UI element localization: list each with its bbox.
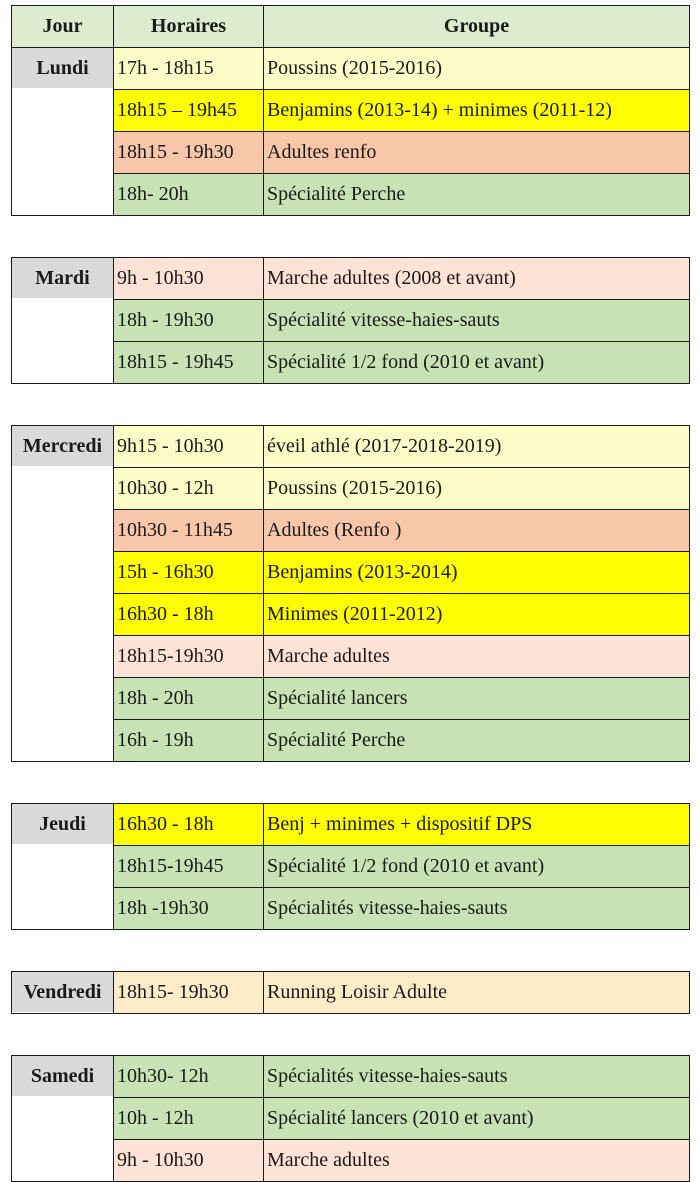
- session-row: [12, 300, 690, 342]
- day-cell-mercredi: [12, 426, 114, 762]
- session-group: Spécialité 1/2 fond (2010 et avant): [264, 846, 690, 888]
- session-time: 10h - 12h: [114, 1098, 264, 1140]
- session-group: Spécialité lancers (2010 et avant): [264, 1098, 690, 1140]
- session-group: Spécialité vitesse-haies-sauts: [264, 300, 690, 342]
- session-row: [12, 804, 690, 846]
- session-group: Benjamins (2013-2014): [264, 552, 690, 594]
- session-row: [12, 1056, 690, 1098]
- session-group: éveil athlé (2017-2018-2019): [264, 426, 690, 468]
- session-row: [12, 48, 690, 90]
- session-row: [12, 720, 690, 762]
- spacer: [12, 1014, 690, 1056]
- session-group: Spécialité lancers: [264, 678, 690, 720]
- session-time: 18h15- 19h30: [114, 972, 264, 1014]
- day-label: Vendredi: [12, 972, 113, 1012]
- header-row: [12, 6, 690, 48]
- session-time: 16h30 - 18h: [114, 594, 264, 636]
- spacer-row: [12, 216, 690, 258]
- session-row: [12, 510, 690, 552]
- session-row: [12, 1098, 690, 1140]
- session-time: 18h - 19h30: [114, 300, 264, 342]
- session-time: 16h30 - 18h: [114, 804, 264, 846]
- spacer-row: [12, 1014, 690, 1056]
- session-row: [12, 846, 690, 888]
- spacer: [12, 762, 690, 804]
- session-group: Running Loisir Adulte: [264, 972, 690, 1014]
- session-time: 15h - 16h30: [114, 552, 264, 594]
- header-time: Horaires: [114, 6, 264, 48]
- session-row: [12, 258, 690, 300]
- session-row: [12, 174, 690, 216]
- session-group: Marche adultes: [264, 1140, 690, 1182]
- session-group: Adultes renfo: [264, 132, 690, 174]
- session-time: 10h30 - 11h45: [114, 510, 264, 552]
- spacer-row: [12, 762, 690, 804]
- session-time: 18h -19h30: [114, 888, 264, 930]
- spacer: [12, 384, 690, 426]
- session-time: 18h - 20h: [114, 678, 264, 720]
- session-time: 18h15-19h45: [114, 846, 264, 888]
- session-group: Marche adultes (2008 et avant): [264, 258, 690, 300]
- spacer-row: [12, 384, 690, 426]
- spacer-row: [12, 930, 690, 972]
- day-cell-samedi: [12, 1056, 114, 1182]
- session-time: 17h - 18h15: [114, 48, 264, 90]
- day-cell-mardi: [12, 258, 114, 384]
- schedule-table: [11, 5, 690, 1182]
- session-group: Spécialités vitesse-haies-sauts: [264, 1056, 690, 1098]
- session-row: [12, 342, 690, 384]
- session-row: [12, 426, 690, 468]
- session-group: Adultes (Renfo ): [264, 510, 690, 552]
- session-row: [12, 678, 690, 720]
- session-row: [12, 132, 690, 174]
- session-group: Spécialité Perche: [264, 174, 690, 216]
- session-time: 18h- 20h: [114, 174, 264, 216]
- header-group: Groupe: [264, 6, 690, 48]
- session-row: [12, 1140, 690, 1182]
- session-group: Marche adultes: [264, 636, 690, 678]
- session-time: 18h15 – 19h45: [114, 90, 264, 132]
- session-group: Benj + minimes + dispositif DPS: [264, 804, 690, 846]
- session-time: 10h30- 12h: [114, 1056, 264, 1098]
- session-time: 9h - 10h30: [114, 258, 264, 300]
- session-time: 10h30 - 12h: [114, 468, 264, 510]
- session-group: Poussins (2015-2016): [264, 468, 690, 510]
- session-time: 18h15-19h30: [114, 636, 264, 678]
- spacer: [12, 930, 690, 972]
- session-group: Minimes (2011-2012): [264, 594, 690, 636]
- day-cell-lundi: [12, 48, 114, 216]
- header-day: Jour: [12, 6, 114, 48]
- session-row: [12, 552, 690, 594]
- session-row: [12, 594, 690, 636]
- schedule-body: [12, 48, 690, 1182]
- session-group: Spécialités vitesse-haies-sauts: [264, 888, 690, 930]
- day-label: Lundi: [12, 48, 113, 88]
- session-group: Spécialité Perche: [264, 720, 690, 762]
- session-row: [12, 636, 690, 678]
- session-row: [12, 888, 690, 930]
- session-group: Benjamins (2013-14) + minimes (2011-12): [264, 90, 690, 132]
- session-row: [12, 972, 690, 1014]
- session-group: Poussins (2015-2016): [264, 48, 690, 90]
- spacer: [12, 216, 690, 258]
- session-time: 9h - 10h30: [114, 1140, 264, 1182]
- day-cell-jeudi: [12, 804, 114, 930]
- day-label: Jeudi: [12, 804, 113, 844]
- session-time: 9h15 - 10h30: [114, 426, 264, 468]
- day-label: Samedi: [12, 1056, 113, 1096]
- session-row: [12, 90, 690, 132]
- schedule-page: [11, 5, 689, 1182]
- session-time: 18h15 - 19h45: [114, 342, 264, 384]
- session-row: [12, 468, 690, 510]
- day-label: Mercredi: [12, 426, 113, 466]
- day-cell-vendredi: [12, 972, 114, 1014]
- day-label: Mardi: [12, 258, 113, 298]
- session-group: Spécialité 1/2 fond (2010 et avant): [264, 342, 690, 384]
- session-time: 18h15 - 19h30: [114, 132, 264, 174]
- session-time: 16h - 19h: [114, 720, 264, 762]
